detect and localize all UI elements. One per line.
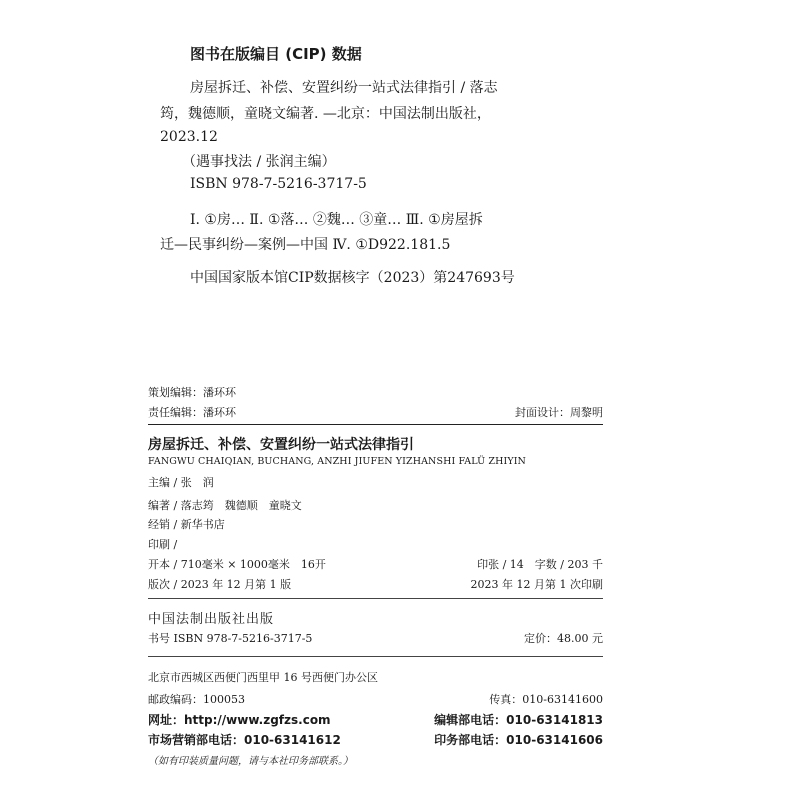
publisher-name: 中国法制出版社出版 bbox=[148, 612, 275, 627]
website: 网址：http://www.zgfzs.com bbox=[148, 713, 331, 727]
cip-classification-line-2: 迁—民事纠纷—案例—中国 Ⅳ. ①D922.181.5 bbox=[160, 237, 451, 253]
cip-entry-line-1: 房屋拆迁、补偿、安置纠纷一站式法律指引 / 落志 bbox=[190, 80, 498, 96]
divider bbox=[148, 424, 603, 425]
chief-editor: 主编 / 张 润 bbox=[148, 476, 214, 489]
divider bbox=[148, 656, 603, 657]
book-number: 书号 ISBN 978-7-5216-3717-5 bbox=[148, 632, 313, 645]
cip-isbn: ISBN 978-7-5216-3717-5 bbox=[190, 176, 367, 192]
printed-sheets-word-count: 印张 / 14 字数 / 203 千 bbox=[477, 558, 603, 571]
divider bbox=[148, 598, 603, 599]
publisher-address: 北京市西城区西便门西里甲 16 号西便门办公区 bbox=[148, 671, 378, 684]
book-format: 开本 / 710毫米 × 1000毫米 16开 bbox=[148, 558, 326, 571]
cover-designer: 封面设计：周黎明 bbox=[515, 406, 603, 419]
planning-editor: 策划编辑：潘环环 bbox=[148, 386, 236, 399]
cip-entry-line-3: 2023.12 bbox=[160, 129, 218, 145]
marketing-phone: 市场营销部电话：010-63141612 bbox=[148, 733, 341, 747]
cip-entry-line-2: 筠，魏德顺，童晓文编著. —北京：中国法制出版社， bbox=[160, 106, 491, 122]
distributor: 经销 / 新华书店 bbox=[148, 518, 225, 531]
responsible-editor: 责任编辑：潘环环 bbox=[148, 406, 236, 419]
book-title: 房屋拆迁、补偿、安置纠纷一站式法律指引 bbox=[148, 437, 414, 453]
postcode: 邮政编码：100053 bbox=[148, 693, 245, 706]
book-title-pinyin: FANGWU CHAIQIAN, BUCHANG, ANZHI JIUFEN YIZHANSHI FALÜ ZHIYIN bbox=[148, 456, 526, 467]
authors: 编著 / 落志筠 魏德顺 童晓文 bbox=[148, 499, 302, 512]
cip-title: 图书在版编目 (CIP) 数据 bbox=[190, 45, 362, 63]
cip-number: 中国国家版本馆CIP数据核字（2023）第247693号 bbox=[190, 270, 515, 286]
printing-dept-phone: 印务部电话：010-63141606 bbox=[434, 733, 603, 747]
price: 定价：48.00 元 bbox=[524, 632, 603, 645]
editorial-phone: 编辑部电话：010-63141813 bbox=[434, 713, 603, 727]
fax: 传真：010-63141600 bbox=[489, 693, 603, 706]
cip-classification-line-1: Ⅰ. ①房… Ⅱ. ①落… ②魏… ③童… Ⅲ. ①房屋拆 bbox=[190, 212, 483, 228]
quality-notice: （如有印装质量问题，请与本社印务部联系。） bbox=[148, 756, 353, 767]
printing-date: 2023 年 12 月第 1 次印刷 bbox=[470, 578, 603, 591]
cip-series: （遇事找法 / 张润主编） bbox=[182, 154, 336, 170]
edition: 版次 / 2023 年 12 月第 1 版 bbox=[148, 578, 292, 591]
printer: 印刷 / bbox=[148, 538, 178, 551]
